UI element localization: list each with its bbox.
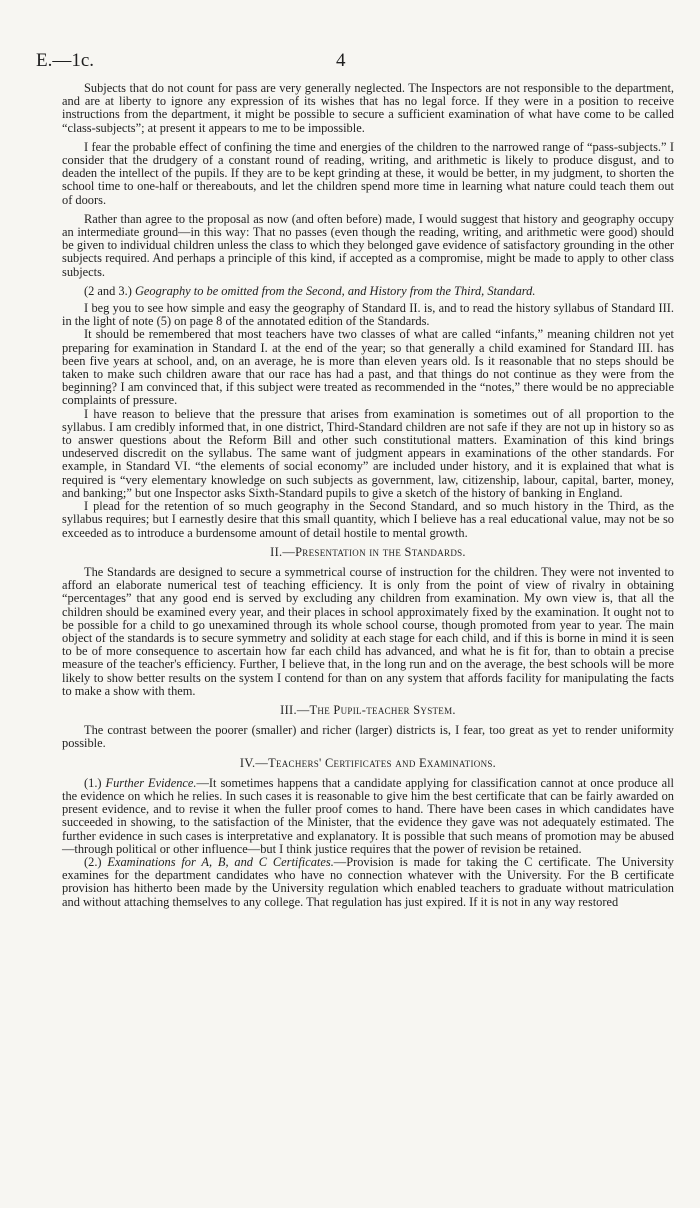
paragraph-label: Examinations for A, B, and C Certificates. bbox=[107, 854, 334, 869]
paragraph-text: —It sometimes happens that a candidate applying for classification cannot at once produce all the evidence on which he relies. In such cases it is reasonable to give him the best certificate that can be fairly awarded on present evidence, and to revise it when the fuller proof comes to hand. There have been cases in which candidates have succeeded in showing, to the satisfaction of the Minister, that the evidence they gave was not adequately estimated. The further evidence in such cases is interpretative and explanatory. It is possible that such means of promotion may be abused—through political or other influence—but I think justice requires that the power of revision be retained. bbox=[62, 775, 674, 856]
paragraph bbox=[62, 777, 674, 856]
subheading-number: (2 and 3.) bbox=[84, 283, 132, 298]
paragraph bbox=[62, 856, 674, 909]
section-heading: IV.—Teachers' Certificates and Examinations. bbox=[239, 755, 497, 770]
paragraph-label: Further Evidence. bbox=[105, 775, 197, 790]
section-subheading bbox=[62, 285, 674, 298]
paragraph: I fear the probable effect of confining the time and energies of the children to the narrowed range of “pass-subjects.” I consider that the drudgery of a constant round of reading, writing, and arithmetic is likely to produce disgust, and to deaden the intellect of the pupils. If they are to be kept grinding at these, it would be better, in my judgment, to shorten the school time to one-half or thereabouts, and let the children spend more time in learning what nature could teach them out of doors. bbox=[62, 139, 674, 207]
paragraph: I plead for the retention of so much geography in the Second Standard, and so much history in the Third, as the syllabus requires; but I earnestly desire that this small quantity, which I believe has a real educational value, may not be so exceeded as to introduce a burdensome amount of detail hostile to mental growth. bbox=[62, 499, 674, 540]
paragraph-number: (1.) bbox=[84, 775, 102, 790]
paragraph: The Standards are designed to secure a symmetrical course of instruction for the children. They were not invented to afford an elaborate numerical test of teaching efficiency. It is only from the point of view of rivalry in obtaining “percentages” that any good end is served by excluding any children from examination. My own view is, that all the children should be examined every year, and their places in school approximately fixed by the examination. It ought not to be possible for a child to go unexamined through its whole school course, though promoted from year to year. The main object of the standards is to secure symmetry and solidity at each stage for each child, and if this is borne in mind it is seen to be of more consequence to ascertain how far each child has advanced, and what he is fit for, than to obtain a precise measure of the teacher's efficiency. Further, I believe that, in the long run and on the average, the best schools will be more likely to show better results on the system I contend for than on any system that affords facility for manipulating the facts to make a show with them. bbox=[62, 564, 674, 698]
paragraph-text: —Provision is made for taking the C certificate. The University examines for the department candidates who have no connection whatever with the University. For the B certificate provision has hitherto been made by the University regulation which enabled teachers to graduate without matriculation and without attaching themselves to any college. That regulation has just expired. If it is not in any way restored bbox=[62, 854, 674, 909]
paragraph: I beg you to see how simple and easy the geography of Standard II. is, and to read the history syllabus of Standard III. in the light of note (5) on page 8 of the annotated edition of the Standards. bbox=[62, 301, 674, 329]
paragraph: The contrast between the poorer (smaller) and richer (larger) districts is, I fear, too great as yet to render uniformity possible. bbox=[62, 723, 674, 751]
document-body bbox=[62, 82, 674, 909]
paragraph: It should be remembered that most teachers have two classes of what are called “infants,” meaning children not yet preparing for examination in Standard I. at the end of the year; so that generally a child examined for Standard III. has been five years at school, and, on an average, he is more than eleven years old. Is it reasonable that no steps should be taken to make such children aware that our race has had a past, and that things do not continue as they were from the beginning? I am convinced that, if this subject were treated as recommended in the “notes,” there would be no appreciable complaints of pressure. bbox=[62, 327, 674, 408]
paragraph: Rather than agree to the proposal as now (and often before) made, I would suggest that history and geography occupy an intermediate ground—in this way: That no passes (even though the reading, writing, and arithmetic were good) should be given to individual children unless the class to which they belonged gave evidence of satisfactory grounding in the other subjects required. And perhaps a principle of this kind, if accepted as a compromise, might be made to apply to other class subjects. bbox=[62, 211, 674, 279]
paragraph-number: (2.) bbox=[84, 854, 102, 869]
paragraph: I have reason to believe that the pressure that arises from examination is sometimes out of all proportion to the syllabus. I am credibly informed that, in one district, Third-Standard children are not safe if they are not up in history so as to answer questions about the Reform Bill and other such constitutional matters. Examination of this kind brings undeserved discredit on the syllabus. The same want of judgment appears in examinations of the other standards. For example, in Standard VI. “the elements of social economy” are included under history, and it is explained that what is required is “very elementary knowledge on such subjects as government, law, citizenship, labour, capital, barter, money, and banking;” but one Inspector asks Sixth-Standard pupils to give a sketch of the history of banking in England. bbox=[62, 406, 674, 500]
subheading-title: Geography to be omitted from the Second, and History from the Third, Standard. bbox=[134, 283, 536, 298]
section-heading: III.—The Pupil-teacher System. bbox=[280, 702, 456, 717]
page-header bbox=[36, 50, 676, 72]
section-heading: II.—Presentation in the Standards. bbox=[270, 544, 466, 559]
document-code: E.—1c. bbox=[36, 50, 95, 71]
paragraph: Subjects that do not count for pass are very generally neglected. The Inspectors are not responsible to the department, and are at liberty to ignore any expression of its wishes that has no legal force. If they were in a position to receive instructions from the department, it might be possible to secure a sufficient examination of what have come to be called “class-subjects”; at present it appears to me to be impossible. bbox=[62, 81, 674, 135]
page-number: 4 bbox=[336, 50, 346, 71]
